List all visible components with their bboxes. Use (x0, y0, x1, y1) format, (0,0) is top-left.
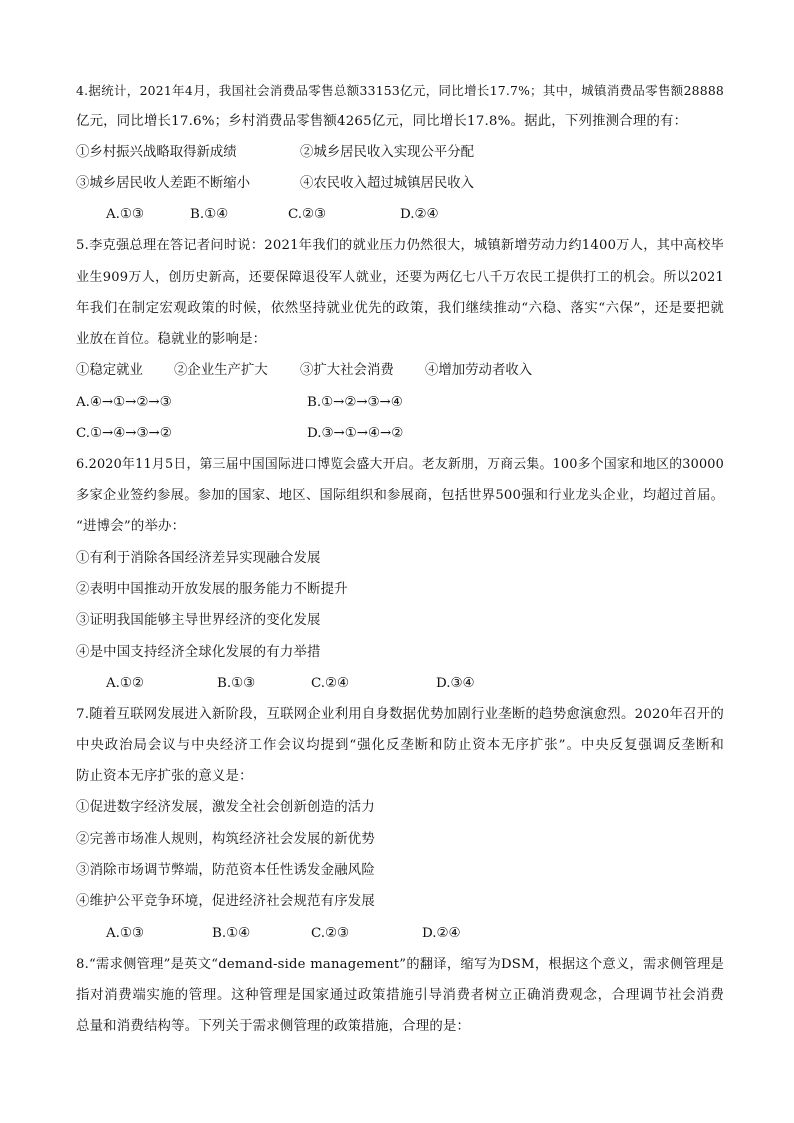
q8-stem-line-2: 指对消费端实施的管理。这种管理是国家通过政策措施引导消费者树立正确消费观念，合理调节社会消费 (76, 988, 724, 1003)
q4-option-a: A.①③ (106, 207, 144, 222)
q5-option-b: B.①→②→③→④ (307, 395, 403, 410)
q4-option-d: D.②④ (400, 207, 439, 222)
q7-item-4: ④维护公平竞争环境，促进经济社会规范有序发展 (76, 894, 375, 909)
q6-option-b: B.①③ (217, 676, 256, 691)
q5-stem-line-3: 年我们在制定宏观政策的时候，依然坚持就业优先的政策，我们继续推动“六稳、落实“六保”，还是要把就 (76, 301, 724, 316)
q7-option-d: D.②④ (422, 926, 461, 941)
q7-stem-line-3: 防止资本无序扩张的意义是： (76, 769, 253, 784)
q6-option-a: A.①② (106, 676, 144, 691)
q5-stem-line-1: 5.李克强总理在答记者问时说：2021年我们的就业压力仍然很大，城镇新增劳动力约1400万人，其中高校毕 (76, 238, 724, 253)
q4-item-1: ①乡村振兴战略取得新成绩 (76, 145, 237, 160)
q4-item-4: ④农民收入超过城镇居民收入 (300, 176, 475, 191)
q8-stem-line-1: 8.“需求侧管理”是英文“demand-side management”的翻译，缩写为DSM，根据这个意义，需求侧管理是 (76, 957, 724, 972)
q5-item-1: ①稳定就业 (76, 363, 143, 378)
q7-stem-line-1: 7.随着互联网发展进入新阶段，互联网企业利用自身数据优势加剧行业垄断的趋势愈演愈烈。2020年召开的 (76, 707, 724, 722)
q4-option-c: C.②③ (288, 207, 327, 222)
q6-stem-line-3: “进博会”的举办： (76, 519, 186, 534)
q7-stem-line-2: 中央政治局会议与中央经济工作会议均提到“强化反垄断和防止资本无序扩张”。中央反复强调反垄断和 (76, 738, 724, 753)
q4-item-3: ③城乡居民收人差距不断缩小 (76, 176, 251, 191)
q6-stem-line-2: 多家企业签约参展。参加的国家、地区、国际组织和参展商，包括世界500强和行业龙头企业，均超过首届。 (76, 488, 724, 503)
q4-item-2: ②城乡居民收入实现公平分配 (300, 145, 475, 160)
q6-item-2: ②表明中国推动开放发展的服务能力不断提升 (76, 582, 348, 597)
q5-stem-line-2: 业生909万人，创历史新高，还要保障退役军人就业，还要为两亿七八千万农民工提供打工的机会。所以2021 (76, 270, 724, 285)
q4-option-b: B.①④ (190, 207, 229, 222)
q5-stem-line-4: 业放在首位。稳就业的影响是： (76, 332, 267, 347)
q5-option-d: D.③→①→④→② (307, 426, 404, 441)
q7-option-c: C.②③ (311, 926, 350, 941)
q7-option-a: A.①③ (106, 926, 144, 941)
q6-item-3: ③证明我国能够主导世界经济的变化发展 (76, 613, 321, 628)
q6-option-d: D.③④ (436, 676, 475, 691)
q7-item-3: ③消除市场调节弊端，防范资本任性诱发金融风险 (76, 863, 375, 878)
q5-option-c: C.①→④→③→② (76, 426, 172, 441)
q4-stem-line-1: 4.据统计，2021年4月，我国社会消费品零售总额33153亿元，同比增长17.7%；其中，城镇消费品零售额28888 (76, 83, 724, 98)
q5-option-a: A.④→①→②→③ (76, 395, 172, 410)
q7-option-b: B.①④ (212, 926, 251, 941)
q6-item-1: ①有利于消除各国经济差异实现融合发展 (76, 551, 321, 566)
q6-item-4: ④是中国支持经济全球化发展的有力举措 (76, 645, 321, 660)
q4-stem-line-2: 亿元，同比增长17.6%；乡村消费品零售额4265亿元，同比增长17.8%。据此，下列推测合理的有： (76, 114, 688, 129)
q8-stem-line-3: 总量和消费结构等。下列关于需求侧管理的政策措施，合理的是： (76, 1019, 471, 1034)
q5-item-3: ③扩大社会消费 (300, 363, 394, 378)
q6-stem-line-1: 6.2020年11月5日，第三届中国国际进口博览会盛大开启。老友新朋，万商云集。100多个国家和地区的30000 (76, 457, 724, 472)
q7-item-2: ②完善市场准人规则，构筑经济社会发展的新优势 (76, 832, 375, 847)
q5-item-4: ④增加劳动者收入 (425, 363, 533, 378)
q5-item-2: ②企业生产扩大 (174, 363, 268, 378)
q6-option-c: C.②④ (311, 676, 350, 691)
q7-item-1: ①促进数字经济发展，激发全社会创新创造的活力 (76, 800, 375, 815)
